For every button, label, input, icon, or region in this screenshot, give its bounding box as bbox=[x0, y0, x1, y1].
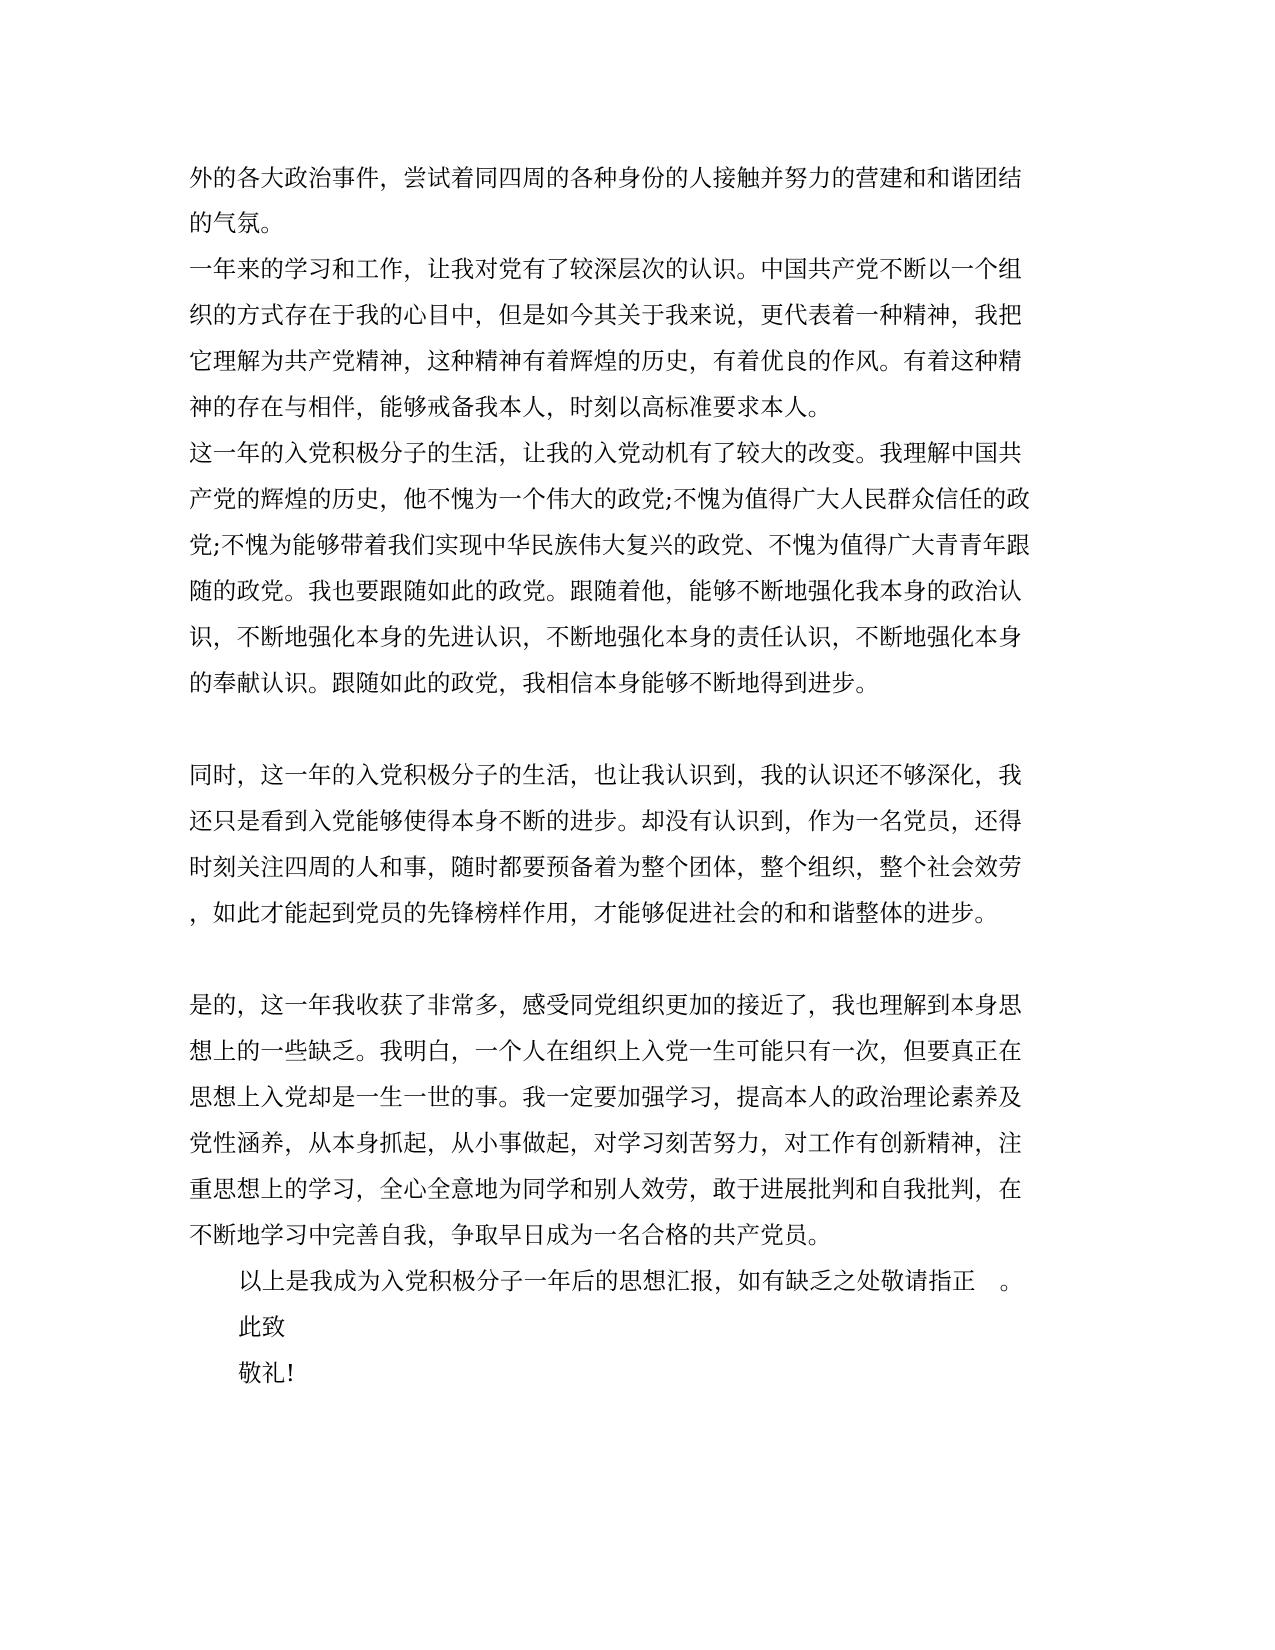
closing-sentence: 以上是我成为入党积极分子一年后的思想汇报，如有缺乏之处敬请指正 。 bbox=[238, 1267, 1024, 1295]
body-text-line: 不断地学习中完善自我，争取早日成为一名合格的共产党员。 bbox=[189, 1221, 832, 1249]
body-text-line: 想上的一些缺乏。我明白，一个人在组织上入党一生可能只有一次，但要真正在 bbox=[189, 1037, 1022, 1065]
body-text-line: 它理解为共产党精神，这种精神有着辉煌的历史，有着优良的作风。有着这种精 bbox=[189, 347, 1022, 375]
body-text-line: ，如此才能起到党员的先锋榜样作用，才能够促进社会的和和谐整体的进步。 bbox=[189, 899, 999, 927]
body-text-line: 的奉献认识。跟随如此的政党，我相信本身能够不断地得到进步。 bbox=[189, 669, 880, 697]
body-text-line: 这一年的入党积极分子的生活，让我的入党动机有了较大的改变。我理解中国共 bbox=[189, 439, 1022, 467]
body-text-line: 识，不断地强化本身的先进认识，不断地强化本身的责任认识，不断地强化本身 bbox=[189, 623, 1022, 651]
body-text-line: 的气氛。 bbox=[189, 209, 285, 237]
body-text-line: 时刻关注四周的人和事，随时都要预备着为整个团体，整个组织，整个社会效劳 bbox=[189, 853, 1022, 881]
body-text-line: 产党的辉煌的历史，他不愧为一个伟大的政党;不愧为值得广大人民群众信任的政 bbox=[189, 485, 1031, 513]
salutation-jingli: 敬礼! bbox=[238, 1359, 296, 1387]
body-text-line: 党性涵养，从本身抓起，从小事做起，对学习刻苦努力，对工作有创新精神，注 bbox=[189, 1129, 1022, 1157]
body-text-line: 神的存在与相伴，能够戒备我本人，时刻以高标准要求本人。 bbox=[189, 393, 832, 421]
body-text-line: 党;不愧为能够带着我们实现中华民族伟大复兴的政党、不愧为值得广大青青年跟 bbox=[189, 531, 1031, 559]
body-text-line: 思想上入党却是一生一世的事。我一定要加强学习，提高本人的政治理论素养及 bbox=[189, 1083, 1022, 1111]
body-text-line: 织的方式存在于我的心目中，但是如今其关于我来说，更代表着一种精神，我把 bbox=[189, 301, 1022, 329]
body-text-line: 随的政党。我也要跟随如此的政党。跟随着他，能够不断地强化我本身的政治认 bbox=[189, 577, 1022, 605]
body-text-line: 外的各大政治事件，尝试着同四周的各种身份的人接触并努力的营建和和谐团结 bbox=[189, 164, 1022, 192]
body-text-line: 一年来的学习和工作，让我对党有了较深层次的认识。中国共产党不断以一个组 bbox=[189, 255, 1022, 283]
body-text-line: 是的，这一年我收获了非常多，感受同党组织更加的接近了，我也理解到本身思 bbox=[189, 991, 1022, 1019]
salutation-cizhi: 此致 bbox=[238, 1313, 286, 1341]
body-text-line: 重思想上的学习，全心全意地为同学和别人效劳，敢于进展批判和自我批判，在 bbox=[189, 1175, 1022, 1203]
body-text-line: 还只是看到入党能够使得本身不断的进步。却没有认识到，作为一名党员，还得 bbox=[189, 807, 1022, 835]
body-text-line: 同时，这一年的入党积极分子的生活，也让我认识到，我的认识还不够深化，我 bbox=[189, 761, 1022, 789]
